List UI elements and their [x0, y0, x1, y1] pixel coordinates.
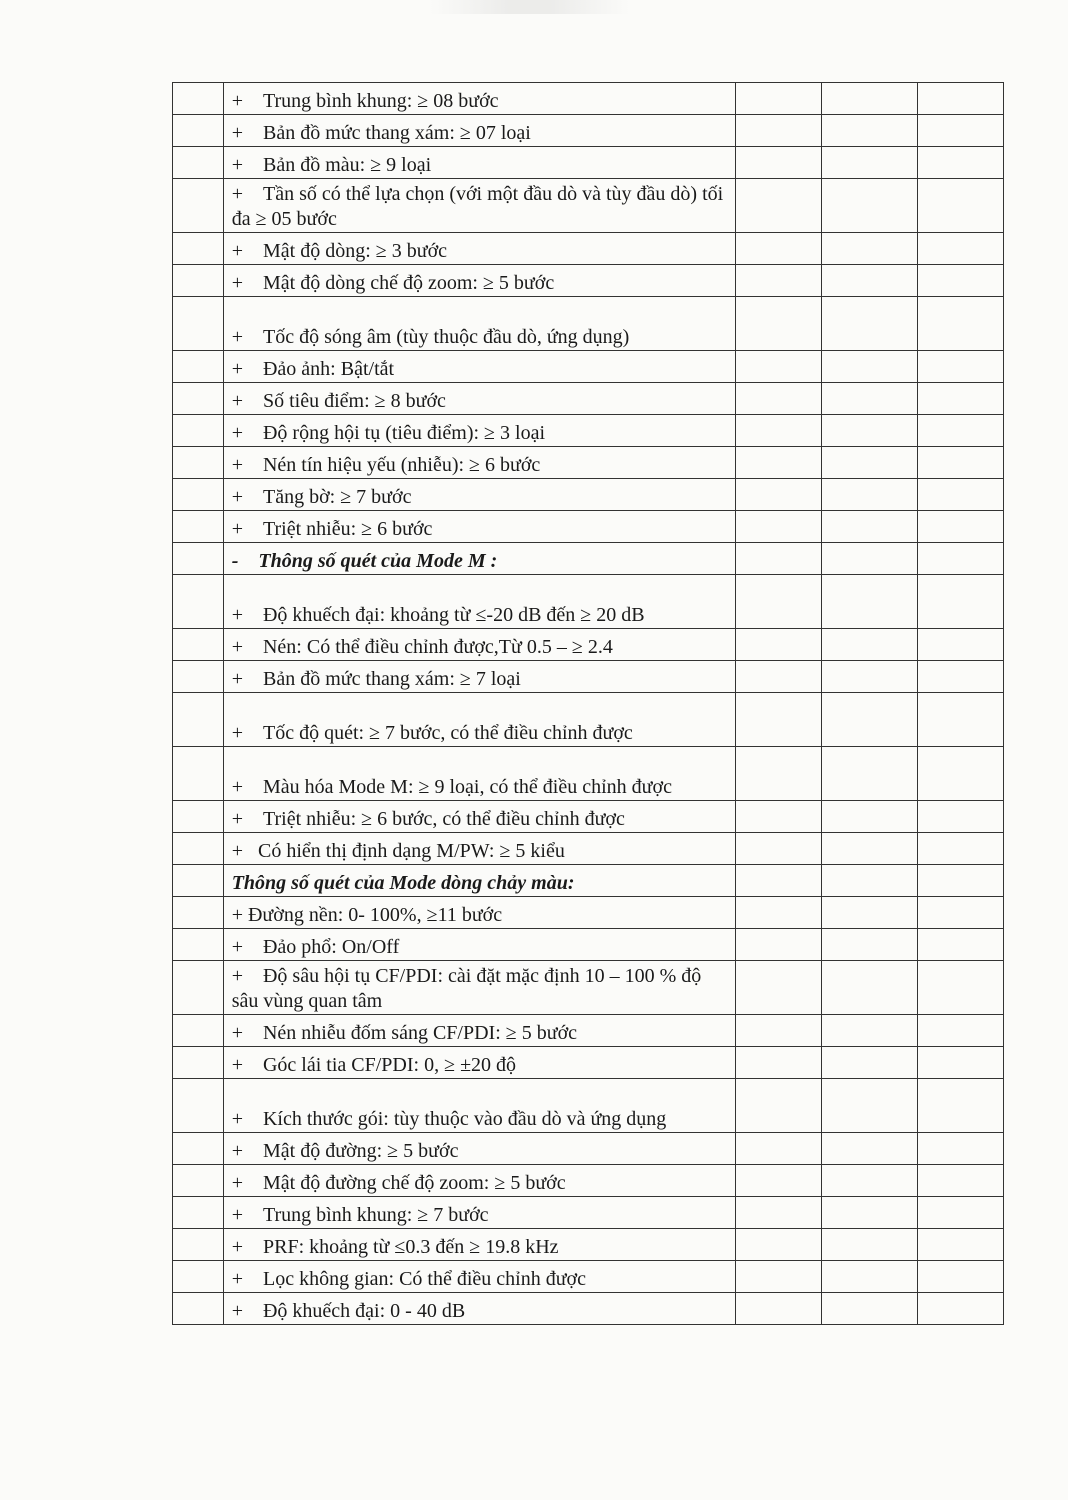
spec-item-text: + Kích thước gói: tùy thuộc vào đầu dò và ứng dụng	[223, 1079, 735, 1133]
spec-row	[173, 479, 1004, 511]
empty-cell	[821, 447, 917, 479]
spec-row	[173, 1293, 1004, 1325]
empty-cell	[918, 897, 1004, 929]
empty-cell	[173, 661, 224, 693]
empty-cell	[173, 897, 224, 929]
empty-cell	[821, 1079, 917, 1133]
empty-cell	[918, 479, 1004, 511]
spec-row	[173, 961, 1004, 1015]
empty-cell	[918, 351, 1004, 383]
empty-cell	[821, 479, 917, 511]
spec-row	[173, 115, 1004, 147]
empty-cell	[173, 629, 224, 661]
empty-cell	[173, 1293, 224, 1325]
empty-cell	[918, 929, 1004, 961]
spec-row	[173, 383, 1004, 415]
spec-row	[173, 415, 1004, 447]
empty-cell	[173, 447, 224, 479]
empty-cell	[735, 833, 821, 865]
spec-row	[173, 629, 1004, 661]
empty-cell	[735, 351, 821, 383]
empty-cell	[735, 961, 821, 1015]
empty-cell	[821, 543, 917, 575]
empty-cell	[735, 1293, 821, 1325]
empty-cell	[735, 1047, 821, 1079]
empty-cell	[821, 833, 917, 865]
spec-row	[173, 801, 1004, 833]
empty-cell	[821, 929, 917, 961]
spec-item-text: + Triệt nhiễu: ≥ 6 bước	[223, 511, 735, 543]
empty-cell	[918, 1133, 1004, 1165]
empty-cell	[173, 297, 224, 351]
spec-item-text: + Bản đồ màu: ≥ 9 loại	[223, 147, 735, 179]
empty-cell	[173, 179, 224, 233]
empty-cell	[173, 543, 224, 575]
empty-cell	[173, 693, 224, 747]
empty-cell	[918, 865, 1004, 897]
empty-cell	[735, 693, 821, 747]
empty-cell	[821, 961, 917, 1015]
empty-cell	[173, 147, 224, 179]
empty-cell	[821, 1293, 917, 1325]
empty-cell	[735, 511, 821, 543]
empty-cell	[173, 415, 224, 447]
spec-row	[173, 1261, 1004, 1293]
empty-cell	[173, 383, 224, 415]
spec-row	[173, 1165, 1004, 1197]
spec-item-text: + Bản đồ mức thang xám: ≥ 07 loại	[223, 115, 735, 147]
spec-item-text: + Góc lái tia CF/PDI: 0, ≥ ±20 độ	[223, 1047, 735, 1079]
empty-cell	[821, 897, 917, 929]
empty-cell	[735, 1015, 821, 1047]
empty-cell	[821, 83, 917, 115]
empty-cell	[918, 1165, 1004, 1197]
empty-cell	[821, 179, 917, 233]
spec-row	[173, 897, 1004, 929]
spec-row	[173, 693, 1004, 747]
spec-row	[173, 83, 1004, 115]
spec-row	[173, 351, 1004, 383]
empty-cell	[821, 1165, 917, 1197]
spec-row	[173, 1229, 1004, 1261]
empty-cell	[735, 543, 821, 575]
empty-cell	[918, 447, 1004, 479]
empty-cell	[821, 1015, 917, 1047]
empty-cell	[821, 629, 917, 661]
spec-item-text: + Mật độ đường: ≥ 5 bước	[223, 1133, 735, 1165]
empty-cell	[735, 83, 821, 115]
empty-cell	[918, 1261, 1004, 1293]
empty-cell	[821, 297, 917, 351]
spec-row	[173, 297, 1004, 351]
spec-item-text: + Nén: Có thể điều chỉnh được,Từ 0.5 – ≥ 2.4	[223, 629, 735, 661]
empty-cell	[735, 1133, 821, 1165]
empty-cell	[735, 115, 821, 147]
spec-item-text: + Tốc độ sóng âm (tùy thuộc đầu dò, ứng dụng)	[223, 297, 735, 351]
empty-cell	[173, 801, 224, 833]
empty-cell	[918, 1197, 1004, 1229]
empty-cell	[821, 1229, 917, 1261]
empty-cell	[173, 1229, 224, 1261]
empty-cell	[821, 147, 917, 179]
empty-cell	[918, 1015, 1004, 1047]
spec-row	[173, 1133, 1004, 1165]
empty-cell	[918, 661, 1004, 693]
spec-item-text: + Độ sâu hội tụ CF/PDI: cài đặt mặc định 10 – 100 % độ sâu vùng quan tâm	[223, 961, 735, 1015]
empty-cell	[918, 543, 1004, 575]
empty-cell	[735, 447, 821, 479]
empty-cell	[918, 179, 1004, 233]
spec-item-text: + Mật độ dòng chế độ zoom: ≥ 5 bước	[223, 265, 735, 297]
empty-cell	[173, 265, 224, 297]
spec-item-text: + Nén tín hiệu yếu (nhiễu): ≥ 6 bước	[223, 447, 735, 479]
spec-item-text: + Triệt nhiễu: ≥ 6 bước, có thể điều chỉnh được	[223, 801, 735, 833]
empty-cell	[821, 115, 917, 147]
empty-cell	[821, 233, 917, 265]
empty-cell	[735, 415, 821, 447]
empty-cell	[918, 147, 1004, 179]
spec-table-body	[173, 83, 1004, 1325]
spec-row	[173, 1015, 1004, 1047]
section-header-row	[173, 543, 1004, 575]
empty-cell	[821, 265, 917, 297]
empty-cell	[821, 351, 917, 383]
spec-item-text: + Tốc độ quét: ≥ 7 bước, có thể điều chỉnh được	[223, 693, 735, 747]
scan-artifact	[430, 0, 630, 14]
empty-cell	[821, 1197, 917, 1229]
spec-item-text: + Màu hóa Mode M: ≥ 9 loại, có thể điều chỉnh được	[223, 747, 735, 801]
empty-cell	[173, 961, 224, 1015]
empty-cell	[735, 747, 821, 801]
empty-cell	[918, 415, 1004, 447]
empty-cell	[918, 1293, 1004, 1325]
empty-cell	[173, 575, 224, 629]
spec-row	[173, 929, 1004, 961]
spec-item-text: + Trung bình khung: ≥ 08 bước	[223, 83, 735, 115]
empty-cell	[918, 297, 1004, 351]
spec-item-text: + Trung bình khung: ≥ 7 bước	[223, 1197, 735, 1229]
empty-cell	[918, 629, 1004, 661]
spec-item-text: + Độ khuếch đại: khoảng từ ≤-20 dB đến ≥ 20 dB	[223, 575, 735, 629]
empty-cell	[735, 383, 821, 415]
empty-cell	[173, 1261, 224, 1293]
empty-cell	[821, 747, 917, 801]
empty-cell	[173, 511, 224, 543]
empty-cell	[735, 1229, 821, 1261]
empty-cell	[173, 929, 224, 961]
spec-item-text: + Số tiêu điểm: ≥ 8 bước	[223, 383, 735, 415]
empty-cell	[735, 1079, 821, 1133]
empty-cell	[735, 801, 821, 833]
empty-cell	[918, 575, 1004, 629]
empty-cell	[173, 479, 224, 511]
spec-item-text: + Mật độ dòng: ≥ 3 bước	[223, 233, 735, 265]
empty-cell	[173, 833, 224, 865]
spec-row	[173, 265, 1004, 297]
spec-item-text: + Tăng bờ: ≥ 7 bước	[223, 479, 735, 511]
empty-cell	[173, 1165, 224, 1197]
empty-cell	[173, 1197, 224, 1229]
empty-cell	[918, 383, 1004, 415]
spec-item-text: + Lọc không gian: Có thể điều chỉnh được	[223, 1261, 735, 1293]
empty-cell	[173, 83, 224, 115]
spec-row	[173, 1197, 1004, 1229]
empty-cell	[821, 865, 917, 897]
empty-cell	[735, 265, 821, 297]
empty-cell	[821, 693, 917, 747]
empty-cell	[821, 1047, 917, 1079]
spec-row	[173, 747, 1004, 801]
spec-item-text: + Bản đồ mức thang xám: ≥ 7 loại	[223, 661, 735, 693]
empty-cell	[918, 693, 1004, 747]
spec-row	[173, 1079, 1004, 1133]
empty-cell	[918, 1047, 1004, 1079]
empty-cell	[735, 1165, 821, 1197]
empty-cell	[173, 1015, 224, 1047]
empty-cell	[821, 661, 917, 693]
empty-cell	[173, 351, 224, 383]
empty-cell	[735, 575, 821, 629]
empty-cell	[821, 1133, 917, 1165]
spec-item-text: + Đảo ảnh: Bật/tắt	[223, 351, 735, 383]
spec-row	[173, 833, 1004, 865]
empty-cell	[918, 115, 1004, 147]
empty-cell	[735, 233, 821, 265]
empty-cell	[173, 233, 224, 265]
spec-item-text: + Nén nhiễu đốm sáng CF/PDI: ≥ 5 bước	[223, 1015, 735, 1047]
spec-row	[173, 661, 1004, 693]
empty-cell	[735, 929, 821, 961]
empty-cell	[918, 511, 1004, 543]
empty-cell	[821, 415, 917, 447]
spec-row	[173, 179, 1004, 233]
spec-row	[173, 447, 1004, 479]
empty-cell	[735, 479, 821, 511]
spec-item-text: + Đường nền: 0- 100%, ≥11 bước	[223, 897, 735, 929]
empty-cell	[173, 1079, 224, 1133]
empty-cell	[918, 1079, 1004, 1133]
empty-cell	[821, 801, 917, 833]
empty-cell	[821, 383, 917, 415]
spec-table	[172, 82, 1004, 1325]
empty-cell	[821, 1261, 917, 1293]
empty-cell	[735, 897, 821, 929]
empty-cell	[735, 179, 821, 233]
empty-cell	[918, 233, 1004, 265]
empty-cell	[821, 511, 917, 543]
section-header-text: Thông số quét của Mode dòng chảy màu:	[223, 865, 735, 897]
empty-cell	[173, 1047, 224, 1079]
spec-item-text: + Đảo phổ: On/Off	[223, 929, 735, 961]
empty-cell	[735, 629, 821, 661]
empty-cell	[821, 575, 917, 629]
spec-row	[173, 233, 1004, 265]
spec-row	[173, 575, 1004, 629]
spec-item-text: + Tần số có thể lựa chọn (với một đầu dò và tùy đầu dò) tối đa ≥ 05 bước	[223, 179, 735, 233]
spec-item-text: + Độ khuếch đại: 0 - 40 dB	[223, 1293, 735, 1325]
empty-cell	[918, 801, 1004, 833]
empty-cell	[918, 747, 1004, 801]
empty-cell	[735, 147, 821, 179]
empty-cell	[173, 865, 224, 897]
empty-cell	[918, 1229, 1004, 1261]
spec-item-text: + Có hiển thị định dạng M/PW: ≥ 5 kiểu	[223, 833, 735, 865]
spec-item-text: + Mật độ đường chế độ zoom: ≥ 5 bước	[223, 1165, 735, 1197]
spec-item-text: + PRF: khoảng từ ≤0.3 đến ≥ 19.8 kHz	[223, 1229, 735, 1261]
empty-cell	[173, 747, 224, 801]
empty-cell	[735, 1261, 821, 1293]
empty-cell	[918, 265, 1004, 297]
section-header-text: - Thông số quét của Mode M :	[223, 543, 735, 575]
empty-cell	[173, 115, 224, 147]
spec-row	[173, 511, 1004, 543]
empty-cell	[735, 297, 821, 351]
empty-cell	[918, 83, 1004, 115]
spec-row	[173, 1047, 1004, 1079]
empty-cell	[918, 833, 1004, 865]
empty-cell	[173, 1133, 224, 1165]
empty-cell	[735, 661, 821, 693]
spec-row	[173, 147, 1004, 179]
empty-cell	[735, 865, 821, 897]
empty-cell	[735, 1197, 821, 1229]
empty-cell	[918, 961, 1004, 1015]
section-header-row	[173, 865, 1004, 897]
spec-item-text: + Độ rộng hội tụ (tiêu điểm): ≥ 3 loại	[223, 415, 735, 447]
